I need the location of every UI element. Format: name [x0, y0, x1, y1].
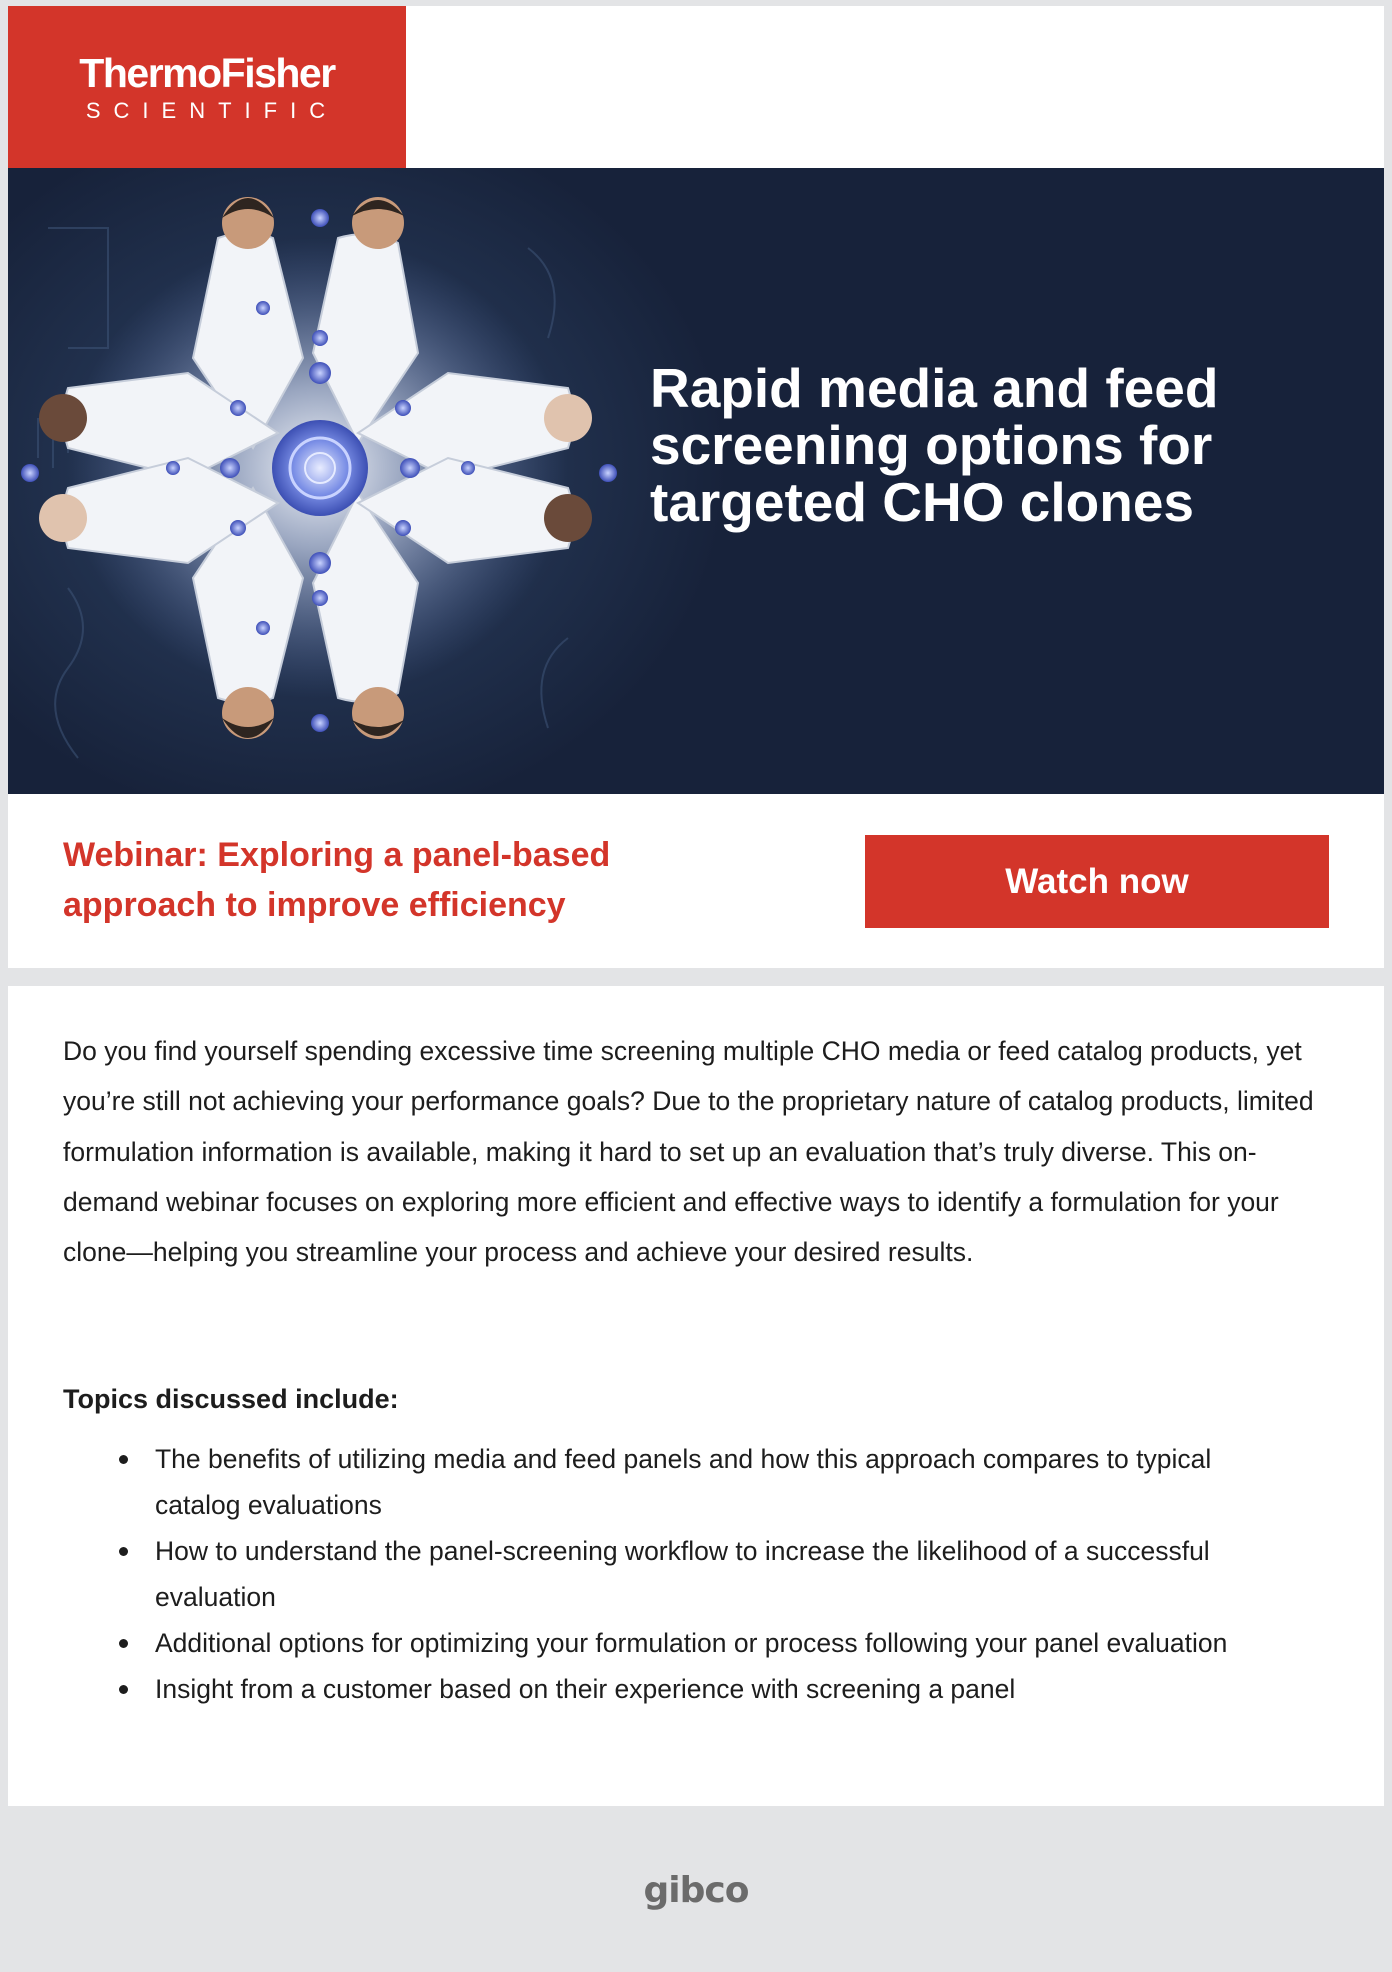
email-container: [8, 6, 1384, 1806]
list-item: [63, 1436, 1263, 1528]
bullet-icon: [119, 1547, 128, 1556]
email-header: [8, 6, 1384, 168]
section-divider: [8, 968, 1384, 986]
list-item: [63, 1528, 1263, 1620]
watch-now-button[interactable]: Watch now: [865, 835, 1329, 928]
bullet-icon: [119, 1455, 128, 1464]
logo-subtitle: SCIENTIFIC: [85, 98, 339, 123]
hero-title: Rapid media and feed screening options for targeted CHO clones: [650, 357, 1219, 533]
topic-text: Additional options for optimizing your formulation or process following your panel evaluation: [155, 1628, 1228, 1658]
topics-heading: Topics discussed include:: [63, 1384, 399, 1414]
list-item: [63, 1666, 1263, 1712]
list-item: [63, 1620, 1263, 1666]
gibco-logo[interactable]: gibco: [643, 1870, 749, 1911]
thermo-fisher-logo[interactable]: [8, 6, 406, 168]
bullet-icon: [119, 1685, 128, 1694]
topic-text: The benefits of utilizing media and feed panels and how this approach compares to typical catalog evaluations: [155, 1444, 1212, 1520]
logo-wordmark: ThermoFisher: [79, 50, 335, 96]
topic-text: Insight from a customer based on their experience with screening a panel: [155, 1674, 1016, 1704]
topics-list: [63, 1436, 1263, 1712]
hero-banner[interactable]: [8, 168, 1384, 794]
bullet-icon: [119, 1639, 128, 1648]
webinar-band: [8, 794, 1384, 968]
email-body: [8, 986, 1384, 1806]
webinar-title[interactable]: Webinar: Exploring a panel-based approach to improve efficiency: [63, 836, 611, 924]
email-footer: [0, 1800, 1392, 1972]
topic-text: How to understand the panel-screening workflow to increase the likelihood of a successful evaluation: [155, 1536, 1210, 1612]
intro-paragraph: Do you find yourself spending excessive time screening multiple CHO media or feed catalog products, yet you’re still not achieving your performance goals? Due to the proprietary nature of catalog products, limited formulation information is available, making it hard to set up an evaluation that’s truly diverse. This on-demand webinar focuses on exploring more efficient and effective ways to identify a formulation for your clone—helping you streamline your process and achieve your desired results.: [63, 1036, 1314, 1268]
